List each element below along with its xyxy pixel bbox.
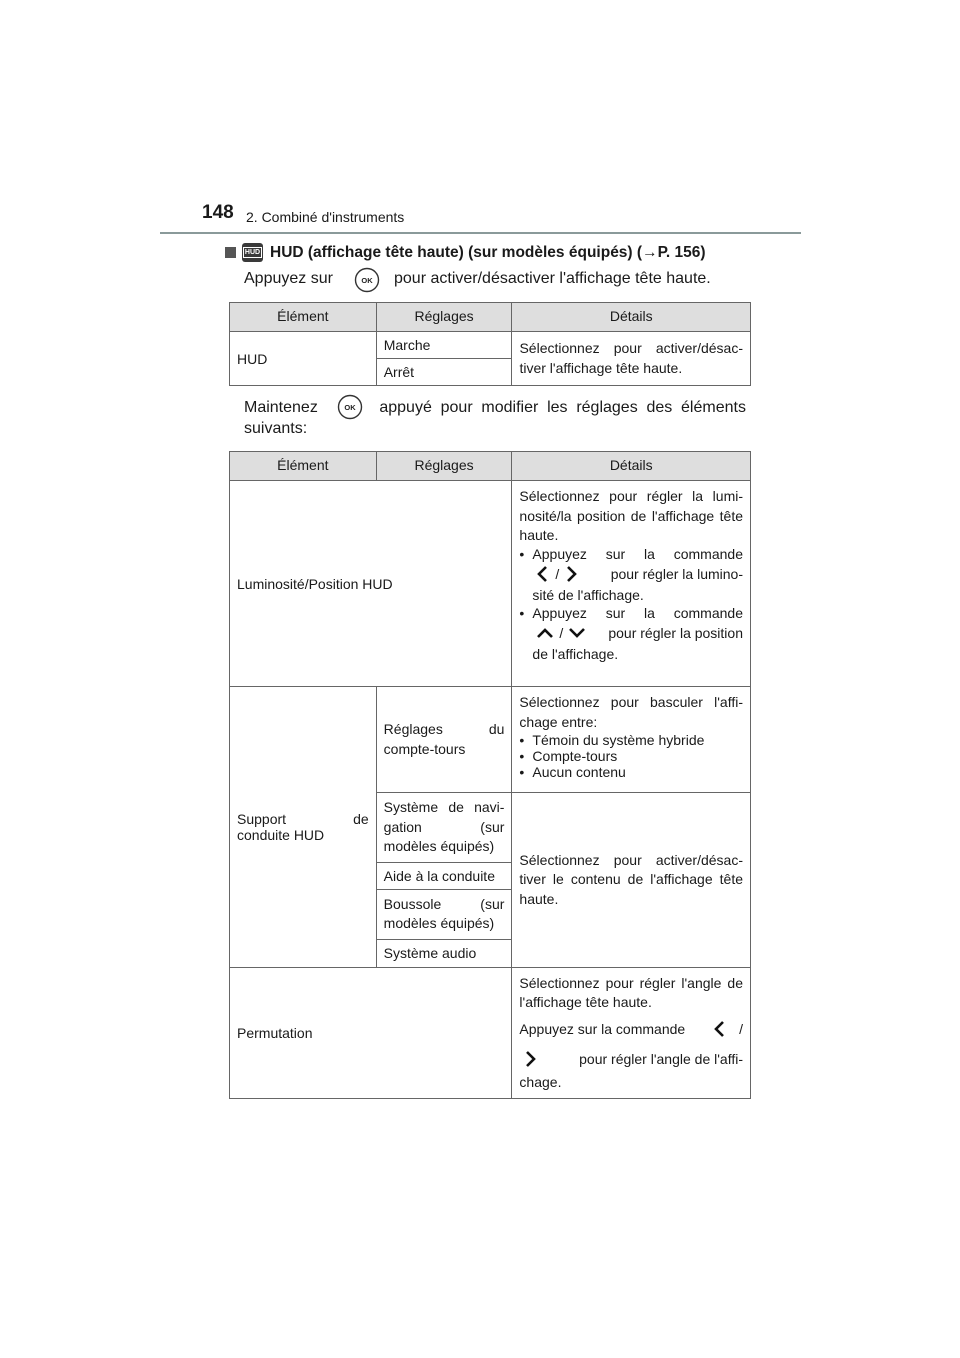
word: Maintenez [244, 399, 318, 416]
separator: / [739, 1020, 743, 1037]
list-item-text: Appuyez sur la commande [532, 605, 743, 621]
page-number: 148 [202, 202, 234, 223]
list-item-text: Compte-tours [532, 748, 618, 764]
details-text: Appuyez sur la commande [519, 1020, 686, 1037]
svg-text:OK: OK [361, 275, 373, 285]
word: appuyé [379, 399, 432, 416]
setting-compass: Boussole (sur modèles équipés) [376, 889, 512, 939]
setting-off: Arrêt [376, 359, 512, 386]
word: modifier [481, 399, 539, 416]
header-settings: Réglages [376, 303, 512, 332]
chevron-left-icon [536, 565, 550, 583]
chapter-title: 2. Combiné d'instruments [246, 209, 405, 225]
arrow-line [519, 621, 743, 645]
item-hud: HUD [230, 332, 377, 386]
setting-audio: Système audio [376, 939, 512, 967]
item-permutation: Permutation [230, 967, 512, 1098]
bullet-square-icon [225, 247, 236, 258]
arrow-line [519, 1047, 743, 1071]
instruction-hold-line2: suivants: [244, 420, 308, 437]
list-item-text: de l'affichage. [532, 646, 619, 662]
instruction-before: Appuyez sur [244, 270, 333, 287]
list-item: • Témoin du système hybride [519, 732, 743, 748]
list-item: • Appuyez sur la commande [519, 545, 743, 562]
list-item-text: pour régler la position [608, 625, 743, 641]
ok-button-icon [337, 394, 363, 420]
word: éléments [681, 399, 746, 416]
list-item-text: Aucun contenu [532, 764, 626, 780]
arrow-line [519, 562, 743, 586]
separator: / [555, 565, 560, 582]
word: des [646, 399, 673, 416]
word: réglages [576, 399, 638, 416]
item-driving-support [230, 687, 377, 968]
details-intro: Sélectionnez pour basculer l'affi-chage entre: [519, 694, 743, 730]
instruction-hold [244, 397, 746, 439]
word: pour [440, 399, 473, 416]
section-title [225, 243, 706, 262]
header-rule [160, 232, 801, 234]
details-intro: Sélectionnez pour régler l'angle de l'affichage tête haute. [519, 974, 743, 1010]
setting-driving-assist: Aide à la conduite [376, 862, 512, 889]
chevron-left-icon [713, 1020, 727, 1038]
chevron-up-icon [536, 626, 554, 640]
header-element: Élément [230, 452, 377, 481]
details-text: chage. [519, 1073, 562, 1090]
reference-page: P. 156) [657, 243, 706, 261]
list-item-text: Témoin du système hybride [532, 732, 705, 748]
list-item: • Appuyez sur la commande [519, 605, 743, 621]
word: les [547, 399, 568, 416]
arrow-line [519, 1017, 743, 1041]
chevron-down-icon [568, 626, 586, 640]
svg-text:OK: OK [344, 402, 356, 412]
hud-detail-settings-table [229, 451, 751, 1099]
header-element: Élément [230, 303, 377, 332]
hud-settings-table [229, 302, 751, 386]
item-line: conduite HUD [237, 826, 325, 843]
details-text: pour régler l'angle de l'affi- [579, 1050, 743, 1067]
setting-on: Marche [376, 332, 512, 359]
details-intro: Sélectionnez pour régler la lumi-nosité/la position de l'affichage tête haute. [519, 488, 743, 543]
setting-navigation: Système de navi-gation (sur modèles équipés) [376, 793, 512, 863]
details-hud: Sélectionnez pour activer/désac-tiver l'affichage tête haute. [512, 332, 751, 386]
item-brightness-position: Luminosité/Position HUD [230, 481, 512, 687]
list-item: • Compte-tours [519, 748, 743, 764]
hud-icon: HUD [242, 243, 263, 262]
details-tachometer [512, 687, 751, 793]
chevron-right-icon [564, 565, 578, 583]
item-line: Support de [237, 810, 369, 827]
reference-arrow: → [642, 243, 658, 261]
list-item-text: sité de l'affichage. [532, 586, 644, 603]
header-details: Détails [512, 303, 751, 332]
list-item-text: Appuyez sur la commande [532, 545, 743, 562]
ok-button-icon [354, 267, 380, 293]
setting-tachometer: Réglages du compte-tours [376, 687, 512, 793]
details-brightness-position [512, 481, 751, 687]
details-permutation [512, 967, 751, 1098]
header-details: Détails [512, 452, 751, 481]
separator: / [559, 625, 564, 641]
chevron-right-icon [523, 1050, 537, 1068]
section-title-text: HUD (affichage tête haute) (sur modèles équipés) ( [270, 243, 643, 261]
header-settings: Réglages [376, 452, 512, 481]
list-item-text: pour régler la lumino- [610, 565, 743, 582]
details-content: Sélectionnez pour activer/désac-tiver le contenu de l'affichage tête haute. [512, 793, 751, 968]
instruction-after: pour activer/désactiver l'affichage tête haute. [394, 270, 711, 287]
list-item: • Aucun contenu [519, 764, 743, 780]
